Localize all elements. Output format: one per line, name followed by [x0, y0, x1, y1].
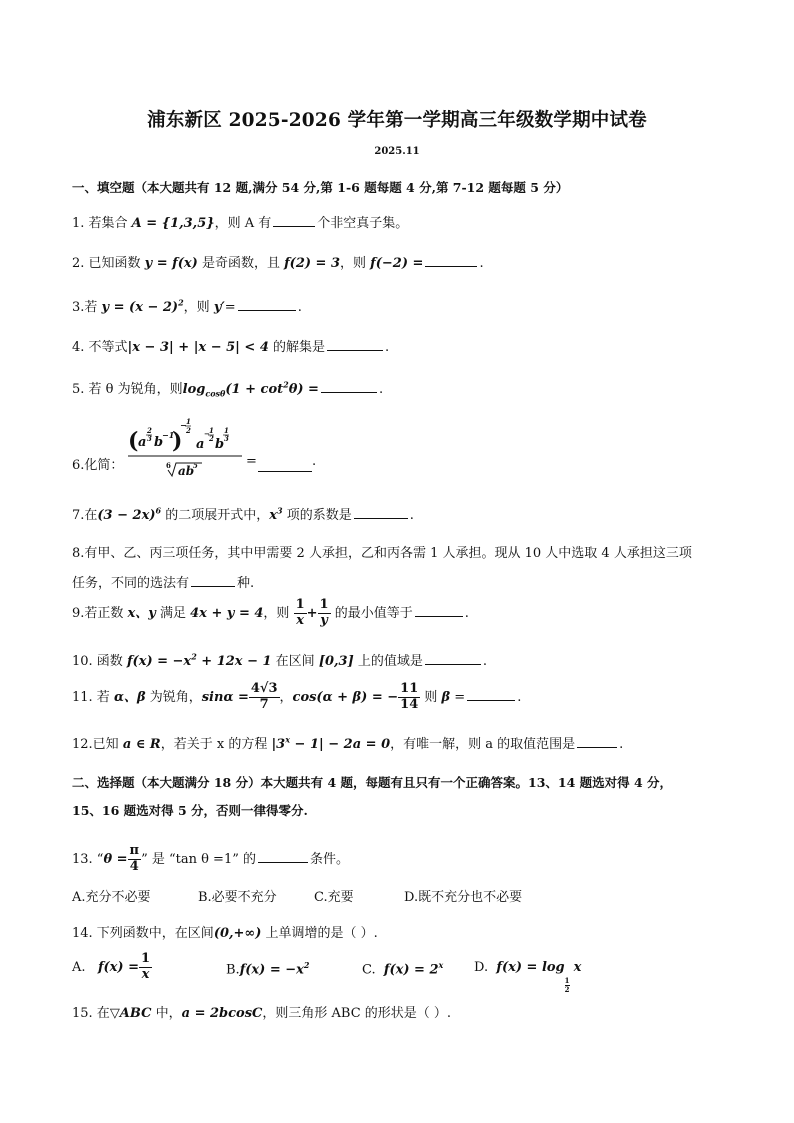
svg-text:a: a	[138, 435, 147, 450]
answer-blank[interactable]	[467, 699, 515, 701]
q13-option-c[interactable]: C.充要	[314, 890, 354, 905]
svg-text:5: 5	[193, 461, 198, 470]
question-1: 1. 若集合 A = {1,3,5}，则 A 有 个非空真子集。	[72, 216, 409, 231]
svg-text:3: 3	[224, 434, 229, 443]
question-11: 11. 若 α、β 为锐角，sinα = $\frac{4√3}{7}$ ，cos(α + β) = − $\frac{11}{14}$ 则 β = .	[72, 681, 522, 712]
svg-text:3: 3	[147, 434, 152, 443]
question-7: 7.在$(3 - 2x)^6$ 的二项展开式中，$x^3$ 项的系数是 .	[72, 505, 414, 523]
svg-text:−1: −1	[162, 430, 175, 440]
fraction-4root3-over-7: $\frac{4√3}{7}$	[250, 681, 278, 712]
fraction-1-over-x: $\frac{1}{x}$	[295, 597, 305, 628]
exam-title: 浦东新区 2025-2026 学年第一学期高三年级数学期中试卷	[147, 110, 647, 131]
svg-text:1: 1	[224, 426, 229, 435]
svg-text:2: 2	[147, 426, 152, 435]
svg-text:1: 1	[209, 426, 214, 435]
answer-blank[interactable]	[425, 663, 481, 665]
svg-text:b: b	[154, 435, 164, 450]
answer-blank[interactable]	[415, 615, 463, 617]
question-15: 15. 在▽ABC 中，a = 2bcosC，则三角形 ABC 的形状是（ ）.	[72, 1006, 452, 1021]
fraction-pi-over-4: $\frac{\pi}{4}$	[129, 843, 140, 874]
answer-blank[interactable]	[577, 746, 617, 748]
exam-date: 2025.11	[374, 146, 420, 157]
question-5: 5. 若 θ 为锐角，则$\log_{cos\theta}(1 + \cot^2\theta)$ = .	[72, 379, 384, 399]
q13-option-b[interactable]: B.必要不充分	[198, 890, 277, 905]
fraction-1-over-y: $\frac{1}{y}$	[319, 597, 329, 628]
svg-text:2: 2	[186, 426, 191, 435]
answer-blank[interactable]	[258, 470, 312, 472]
answer-blank[interactable]	[191, 585, 235, 587]
answer-blank[interactable]	[327, 349, 383, 351]
question-13: 13. “θ = $\frac{\pi}{4}$ ” 是 “tan θ =1” 的 条件。	[72, 843, 350, 874]
answer-blank[interactable]	[238, 309, 296, 311]
question-9: 9.若正数 x、y 满足 4x + y = 4，则 $\frac{1}{x}$ + $\frac{1}{y}$ 的最小值等于 .	[72, 597, 469, 628]
svg-text:a: a	[196, 437, 205, 452]
svg-text:ab: ab	[178, 464, 195, 478]
question-8-line-1: 8.有甲、乙、丙三项任务，其中甲需要 2 人承担，乙和丙各需 1 人承担。现从 10 人中选取 4 人承担这三项	[72, 546, 692, 561]
log-base-fraction: $\frac{1}{2}$	[564, 976, 570, 994]
answer-blank[interactable]	[425, 265, 477, 267]
svg-text:): )	[172, 428, 183, 454]
q14-option-b[interactable]: $B.f(x) = -x^2$	[226, 960, 310, 978]
fraction-11-over-14: $\frac{11}{14}$	[400, 681, 419, 712]
answer-blank[interactable]	[354, 517, 408, 519]
answer-blank[interactable]	[321, 391, 377, 393]
section-2-heading-line-1: 二、选择题（本大题满分 18 分）本大题共有 4 题，每题有且只有一个正确答案。13、14 题选对得 4 分，	[72, 775, 673, 790]
answer-blank[interactable]	[273, 225, 315, 227]
section-1-heading: 一、填空题（本大题共有 12 题,满分 54 分,第 1-6 题每题 4 分,第 7-12 题每题 5 分）	[72, 180, 569, 195]
q13-option-d[interactable]: D.既不充分也不必要	[404, 890, 523, 905]
svg-text:−: −	[204, 429, 210, 438]
svg-text:2: 2	[209, 434, 214, 443]
svg-text:6: 6	[166, 461, 171, 470]
svg-text:1: 1	[186, 417, 191, 426]
q14-option-c[interactable]: C. $f(x) = 2^x$	[362, 960, 444, 978]
svg-text:b: b	[215, 437, 225, 452]
question-10: 10. 函数 $f(x) = -x^2 + 12x - 1$ 在区间 [0,3] 上的值域是 .	[72, 651, 488, 669]
fraction-1-over-x: $\frac{1}{x}$	[141, 951, 151, 982]
q14-option-a[interactable]: A. f(x) = $\frac{1}{x}$	[72, 951, 151, 982]
q13-option-a[interactable]: A.充分不必要	[72, 890, 151, 905]
section-2-heading-line-2: 15、16 题选对得 5 分，否则一律得零分.	[72, 803, 308, 818]
q14-option-d[interactable]: D. f(x) = log $\frac{1}{2}$ x	[474, 960, 582, 994]
question-4: 4. 不等式|x − 3| + |x − 5| < 4 的解集是 .	[72, 340, 390, 355]
question-3: 3.若 $y = (x - 2)^2$，则 y′= .	[72, 297, 302, 315]
question-2: 2. 已知函数 y = f(x) 是奇函数，且 f(2) = 3，则 f(−2) = .	[72, 256, 484, 271]
question-14: 14. 下列函数中，在区间(0,+∞) 上单调增的是（ ）.	[72, 926, 378, 941]
svg-text:(: (	[128, 428, 139, 454]
question-12: 12.已知 a ∈ R，若关于 x 的方程 $|3^x - 1| - 2a = 0$，有唯一解，则 a 的取值范围是 .	[72, 734, 624, 752]
svg-text:−: −	[180, 420, 187, 430]
answer-blank[interactable]	[258, 861, 308, 863]
question-8-line-2: 任务，不同的选法有 种.	[72, 576, 255, 591]
